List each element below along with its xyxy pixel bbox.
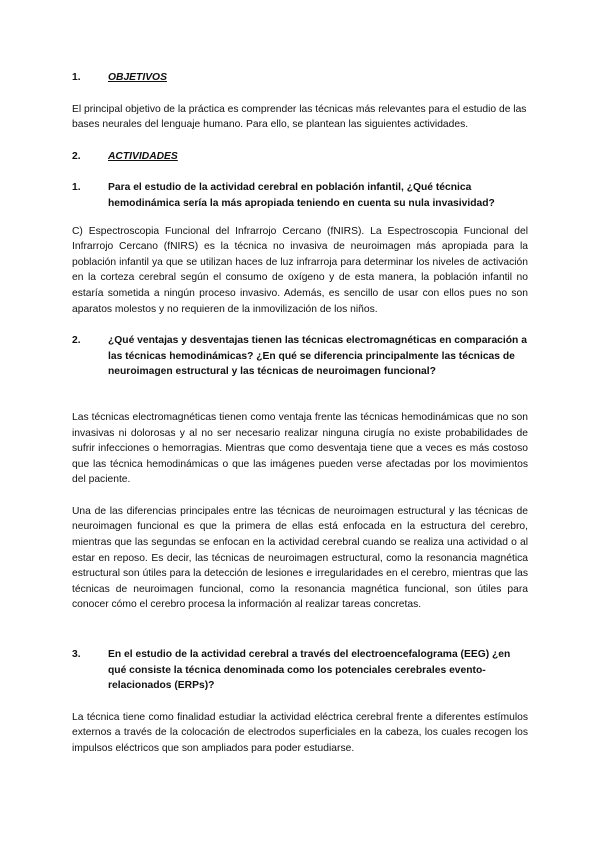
section-heading-objetivos [72,70,528,86]
answer-paragraph: Las técnicas electromagnéticas tienen como ventaja frente las técnicas hemodinámicas que no son invasivas ni dolorosas y al no ser necesario realizar ninguna cirugía no existe probabilidades de sufrir infecciones o hemorragias. Mientras que como desventaja tiene que a veces es más costoso que las técnica hemodinámicas o que las imágenes pueden verse afectadas por los movimientos del paciente. [72,411,528,486]
objetivos-paragraph: El principal objetivo de la práctica es comprender las técnicas más relevantes para el estudio de las bases neurales del lenguaje humano. Para ello, se plantean las siguientes actividades. [72,103,527,131]
question-text: En el estudio de la actividad cerebral a través del electroencefalograma (EEG) ¿en qué consiste la técnica denominada como los potenciales cerebrales evento-relacionados (ERPs)? [108,649,511,692]
question-number: 1. [72,182,81,194]
question-number: 3. [72,649,81,661]
question-3 [72,647,528,694]
question-2 [72,333,528,380]
question-number: 2. [72,335,81,347]
section-number: 1. [72,72,81,83]
answer-paragraph: La técnica tiene como finalidad estudiar la actividad eléctrica cerebral frente a diferentes estímulos externos a través de la colocación de electrodos superficiales en la cabeza, los cuales recogen los impulsos eléctricos que son ampliados para poder estudiarse. [72,711,528,754]
document-page [72,70,528,757]
answer-paragraph: C) Espectroscopia Funcional del Infrarrojo Cercano (fNIRS). La Espectroscopia Funcional del Infrarrojo Cercano (fNIRS) es la técnica no invasiva de neuroimagen más apropiada para la población infantil ya que se utilizan haces de luz infrarroja para determinar los niveles de activación en la corteza cerebral según el consumo de oxígeno y de esta manera, la población infantil no estaría sometida a ningún proceso invasivo. Además, es sencillo de usar con ellos pues no son aparatos molestos y no requieren de la inmovilización de los niños. [72,225,528,315]
answer-paragraph: Una de las diferencias principales entre las técnicas de neuroimagen estructural y las técnicas de neuroimagen funcional es que la primera de ellas está enfocada en la estructura del cerebro, mientras que las segundas se enfocan en la actividad cerebral cuando se realiza una actividad o al estar en reposo. Es decir, las técnicas de neuroimagen estructural, como la resonancia magnética estructural son útiles para la detección de lesiones e irregularidades en el cerebro, mientras que las técnicas de neuroimagen funcional, como la resonancia magnética funcional, son útiles para conocer cómo el cerebro procesa la información al realizar tareas concretas. [72,505,528,611]
section-title: ACTIVIDADES [108,150,178,162]
question-text: Para el estudio de la actividad cerebral en población infantil, ¿Qué técnica hemodinámica sería la más apropiada teniendo en cuenta su nula invasividad? [108,182,495,209]
section-number: 2. [72,150,81,162]
question-1 [72,180,528,211]
question-text: ¿Qué ventajas y desventajas tienen las técnicas electromagnéticas en comparación a las técnicas hemodinámicas? ¿En qué se diferencia principalmente las técnicas de neuroimagen estructural y las técnicas de neuroimagen funcional? [108,335,527,378]
section-title: OBJETIVOS [108,72,167,83]
section-heading-actividades [72,149,528,165]
